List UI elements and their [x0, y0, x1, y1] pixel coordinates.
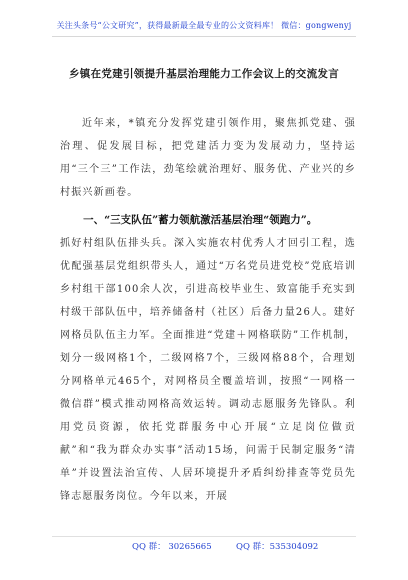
footer-qq-group-2: QQ 群：535304092 — [236, 542, 319, 552]
header-promo-note: 关注头条号“公文研究”，获得最新最全最专业的公文资料库！ 微信：gongwenyj — [56, 21, 352, 30]
intro-paragraph: 近年来，*镇充分发挥党建引领作用，聚焦抓党建、强治理、促发展目标，把党建活力变为发展动力，坚持运用“三个三”工作法，劲笔绘就治理好、服务优、产业兴的乡村振兴新画卷。 — [60, 118, 356, 198]
footer-qq-group-1: QQ 群： 30265665 — [132, 542, 212, 552]
document-title: 乡镇在党建引领提升基层治理能力工作会议上的交流发言 — [69, 68, 339, 80]
document-body — [60, 112, 356, 508]
footer-divider — [52, 536, 356, 537]
section-1-paragraph: 抓好村组队伍排头兵。深入实施农村优秀人才回引工程，选优配强基层党组织带头人，通过“万名党员进党校”党底培训乡村组干部100余人次，引进高校毕业生、致富能手充实到村级干部队伍中，培养储备村（社区）后备力量26人。建好网格员队伍主力军。全面推进“党建＋网格联防”工作机制，划分一级网格1个，二级网格7个，三级网格88个，合理划分网格单元465个，对网格员全覆盖培训，按照“一网格一微信群”模式推动网格高效运转。调动志愿服务先锋队。利用党员资源，依托党群服务中心开展“立足岗位做贡献”和“我为群众办实事”活动15场，问需于民制定服务“清单”并设置法治宣传、人居环境提升矛盾纠纷排查等党员先锋志愿服务岗位。今年以来，开展 — [60, 238, 356, 502]
header-divider — [52, 36, 356, 37]
section-heading-1: 一、“三支队伍”蓄力领航激活基层治理“领跑力”。 — [83, 214, 318, 226]
